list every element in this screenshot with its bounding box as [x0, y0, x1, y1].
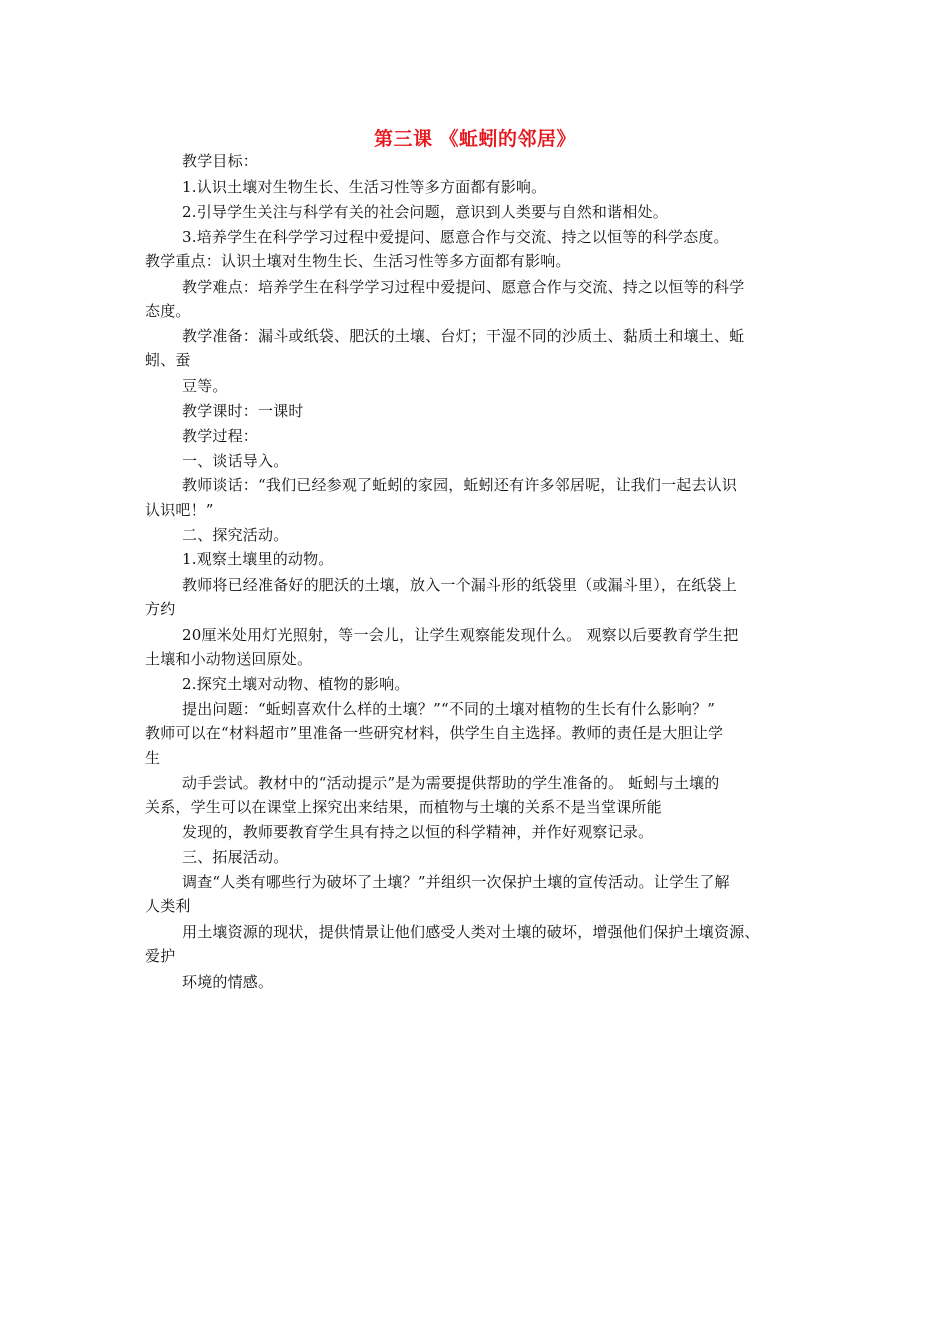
- text-line: 教师可以在“材料超市”里准备一些研究材料，供学生自主选择。教师的责任是大胆让学: [145, 724, 724, 742]
- text-line: 豆等。: [182, 377, 228, 395]
- text-line: 一、谈话导入。: [182, 452, 289, 470]
- text-line: 教学准备：漏斗或纸袋、肥沃的土壤、台灯；干湿不同的沙质土、黏质土和壤土、蚯: [182, 327, 745, 345]
- text-line: 教学目标：: [182, 152, 259, 170]
- text-line: 动手尝试。教材中的“活动提示”是为需要提供帮助的学生准备的。 蚯蚓与土壤的: [182, 774, 720, 792]
- text-line: 教学重点：认识土壤对生物生长、生活习性等多方面都有影响。: [145, 252, 571, 270]
- text-line: 发现的，教师要教育学生具有持之以恒的科学精神，并作好观察记录。: [182, 823, 654, 841]
- text-line: 用土壤资源的现状，提供情景让他们感受人类对土壤的破坏，增强他们保护土壤资源、: [182, 923, 760, 941]
- text-line: 方约: [145, 600, 176, 618]
- text-line: 态度。: [145, 302, 191, 320]
- text-line: 关系，学生可以在课堂上探究出来结果，而植物与土壤的关系不是当堂课所能: [145, 798, 662, 816]
- text-line: 2.探究土壤对动物、植物的影响。: [182, 675, 410, 693]
- lesson-title: 第三课 《蚯蚓的邻居》: [373, 128, 577, 150]
- text-line: 环境的情感。: [182, 973, 274, 991]
- text-line: 提出问题：“蚯蚓喜欢什么样的土壤？”“不同的土壤对植物的生长有什么影响？”: [182, 700, 716, 718]
- text-line: 1.观察土壤里的动物。: [182, 550, 334, 568]
- text-line: 人类利: [145, 897, 191, 915]
- text-line: 认识吧！”: [145, 501, 214, 519]
- text-line: 二、探究活动。: [182, 526, 289, 544]
- text-line: 土壤和小动物送回原处。: [145, 650, 313, 668]
- text-line: 教学过程：: [182, 427, 259, 445]
- text-line: 教师谈话：“我们已经参观了蚯蚓的家园，蚯蚓还有许多邻居呢，让我们一起去认识: [182, 476, 738, 494]
- text-line: 1.认识土壤对生物生长、生活习性等多方面都有影响。: [182, 178, 547, 196]
- text-line: 调查“人类有哪些行为破坏了土壤？”并组织一次保护土壤的宣传活动。让学生了解: [182, 873, 730, 891]
- text-line: 爱护: [145, 947, 176, 965]
- text-line: 三、拓展活动。: [182, 848, 289, 866]
- text-line: 蚓、蚕: [145, 351, 191, 369]
- text-line: 教学课时：一课时: [182, 402, 304, 420]
- text-line: 20厘米处用灯光照射，等一会儿，让学生观察能发现什么。 观察以后要教育学生把: [182, 626, 739, 644]
- text-line: 生: [145, 749, 161, 767]
- text-line: 教学难点：培养学生在科学学习过程中爱提问、愿意合作与交流、持之以恒等的科学: [182, 278, 745, 296]
- text-line: 教师将已经准备好的肥沃的土壤，放入一个漏斗形的纸袋里（或漏斗里），在纸袋上: [182, 576, 737, 594]
- text-line: 2.引导学生关注与科学有关的社会问题，意识到人类要与自然和谐相处。: [182, 203, 668, 221]
- text-line: 3.培养学生在科学学习过程中爱提问、愿意合作与交流、持之以恒等的科学态度。: [182, 228, 729, 246]
